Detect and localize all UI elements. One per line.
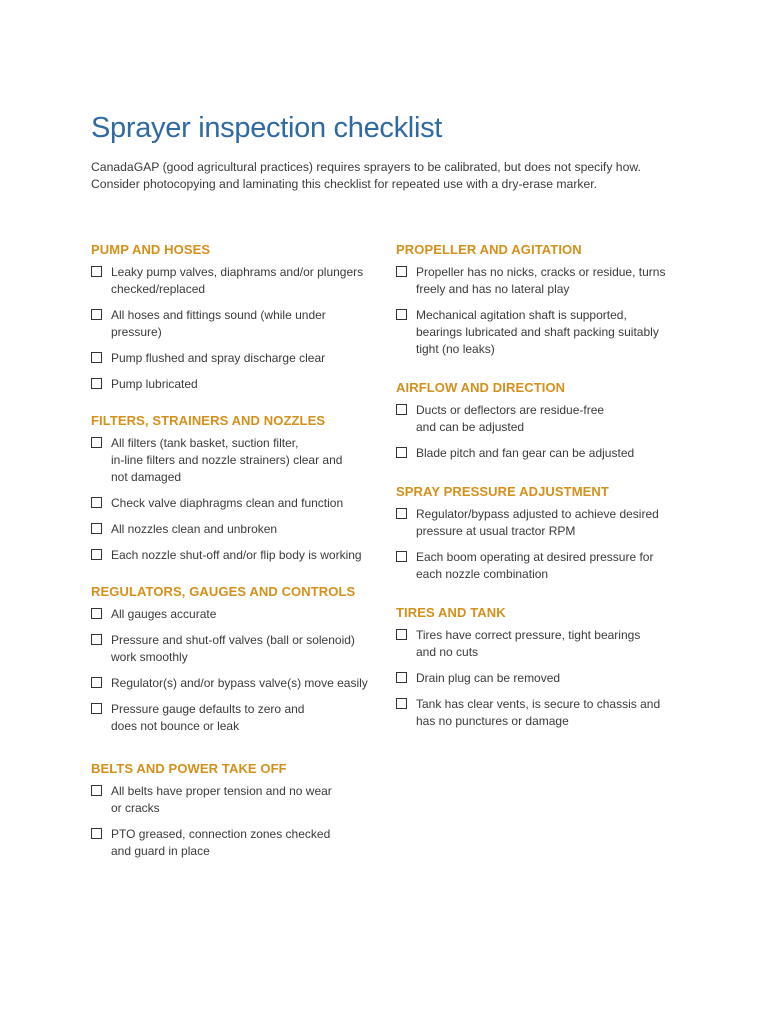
checklist-item: [91, 826, 391, 860]
checklist-item: [396, 670, 696, 687]
checklist-item: [396, 627, 696, 661]
checkbox[interactable]: [91, 497, 102, 508]
checklist-item: [91, 376, 391, 393]
checklist-item: [91, 701, 391, 735]
item-label: All nozzles clean and unbroken: [111, 522, 278, 536]
checklist-item: [396, 445, 696, 462]
item-label: All gauges accurate: [111, 607, 217, 621]
checkbox[interactable]: [396, 404, 407, 415]
page-title: Sprayer inspection checklist: [91, 112, 443, 144]
section-belts-and-pto: [91, 761, 391, 860]
checklist-item: [91, 435, 391, 486]
checkbox[interactable]: [91, 437, 102, 448]
checklist-item: [91, 783, 391, 817]
item-label: Tires have correct pressure, tight bearings and no cuts: [416, 628, 641, 659]
item-label: All belts have proper tension and no wear or cracks: [111, 784, 332, 815]
section-heading: SPRAY PRESSURE ADJUSTMENT: [396, 484, 609, 499]
checkbox[interactable]: [91, 266, 102, 277]
section-heading: AIRFLOW AND DIRECTION: [396, 380, 566, 395]
section-heading: BELTS AND POWER TAKE OFF: [91, 761, 287, 776]
checklist-item: [91, 350, 391, 367]
section-airflow-and-direction: [396, 380, 696, 462]
left-column: [91, 242, 391, 869]
checkbox[interactable]: [396, 447, 407, 458]
checklist-item: [396, 402, 696, 436]
section-heading: FILTERS, STRAINERS AND NOZZLES: [91, 413, 326, 428]
section-heading: REGULATORS, GAUGES AND CONTROLS: [91, 584, 356, 599]
checkbox[interactable]: [91, 608, 102, 619]
checkbox[interactable]: [91, 785, 102, 796]
item-label: Regulator(s) and/or bypass valve(s) move easily: [111, 676, 368, 690]
item-label: Mechanical agitation shaft is supported, bearings lubricated and shaft packing suitably tight (no leaks): [416, 308, 659, 356]
section-heading: PROPELLER AND AGITATION: [396, 242, 582, 257]
item-label: All hoses and fittings sound (while under pressure): [111, 308, 326, 339]
checkbox[interactable]: [91, 309, 102, 320]
item-label: All filters (tank basket, suction filter, in-line filters and nozzle strainers) clear and not damaged: [111, 436, 343, 484]
section-tires-and-tank: [396, 605, 696, 730]
checkbox[interactable]: [91, 703, 102, 714]
checkbox[interactable]: [91, 352, 102, 363]
item-label: Pressure gauge defaults to zero and does not bounce or leak: [111, 702, 305, 733]
item-label: PTO greased, connection zones checked and guard in place: [111, 827, 331, 858]
item-label: Drain plug can be removed: [416, 671, 561, 685]
checklist-item: [396, 307, 696, 358]
checkbox[interactable]: [396, 508, 407, 519]
checklist-item: [396, 549, 696, 583]
item-label: Pump flushed and spray discharge clear: [111, 351, 326, 365]
checkbox[interactable]: [91, 677, 102, 688]
checkbox[interactable]: [91, 634, 102, 645]
checklist-item: [91, 307, 391, 341]
checklist-item: [91, 264, 391, 298]
checklist-item: [91, 495, 391, 512]
checkbox[interactable]: [91, 378, 102, 389]
checklist-item: [91, 675, 391, 692]
checkbox[interactable]: [396, 266, 407, 277]
checklist-item: [91, 547, 391, 564]
item-label: Blade pitch and fan gear can be adjusted: [416, 446, 635, 460]
checkbox[interactable]: [396, 629, 407, 640]
item-label: Leaky pump valves, diaphrams and/or plungers checked/replaced: [111, 265, 364, 296]
intro-text: CanadaGAP (good agricultural practices) requires sprayers to be calibrated, but does not specify how. Consider photocopying and laminating this checklist for repeated use with a dry-erase marker.: [91, 160, 641, 191]
section-spray-pressure-adjustment: [396, 484, 696, 583]
item-label: Pump lubricated: [111, 377, 198, 391]
right-column: [396, 242, 696, 739]
item-label: Regulator/bypass adjusted to achieve desired pressure at usual tractor RPM: [416, 507, 659, 538]
section-pump-and-hoses: [91, 242, 391, 393]
item-label: Tank has clear vents, is secure to chassis and has no punctures or damage: [416, 697, 661, 728]
checkbox[interactable]: [396, 309, 407, 320]
checklist-item: [396, 264, 696, 298]
item-label: Ducts or deflectors are residue-free and can be adjusted: [416, 403, 605, 434]
section-filters-strainers-nozzles: [91, 413, 391, 564]
item-label: Each nozzle shut-off and/or flip body is working: [111, 548, 362, 562]
checklist-item: [396, 506, 696, 540]
checkbox[interactable]: [396, 672, 407, 683]
section-heading: PUMP AND HOSES: [91, 242, 211, 257]
checkbox[interactable]: [91, 523, 102, 534]
item-label: Check valve diaphragms clean and function: [111, 496, 344, 510]
section-heading: TIRES AND TANK: [396, 605, 506, 620]
section-regulators-gauges-controls: [91, 584, 391, 735]
checklist-item: [91, 632, 391, 666]
checkbox[interactable]: [91, 549, 102, 560]
checkbox[interactable]: [396, 698, 407, 709]
checklist-item: [91, 521, 391, 538]
item-label: Propeller has no nicks, cracks or residue, turns freely and has no lateral play: [416, 265, 666, 296]
checkbox[interactable]: [396, 551, 407, 562]
checklist-item: [91, 606, 391, 623]
checkbox[interactable]: [91, 828, 102, 839]
item-label: Pressure and shut-off valves (ball or solenoid) work smoothly: [111, 633, 355, 664]
section-propeller-and-agitation: [396, 242, 696, 358]
item-label: Each boom operating at desired pressure for each nozzle combination: [416, 550, 654, 581]
checklist-item: [396, 696, 696, 730]
